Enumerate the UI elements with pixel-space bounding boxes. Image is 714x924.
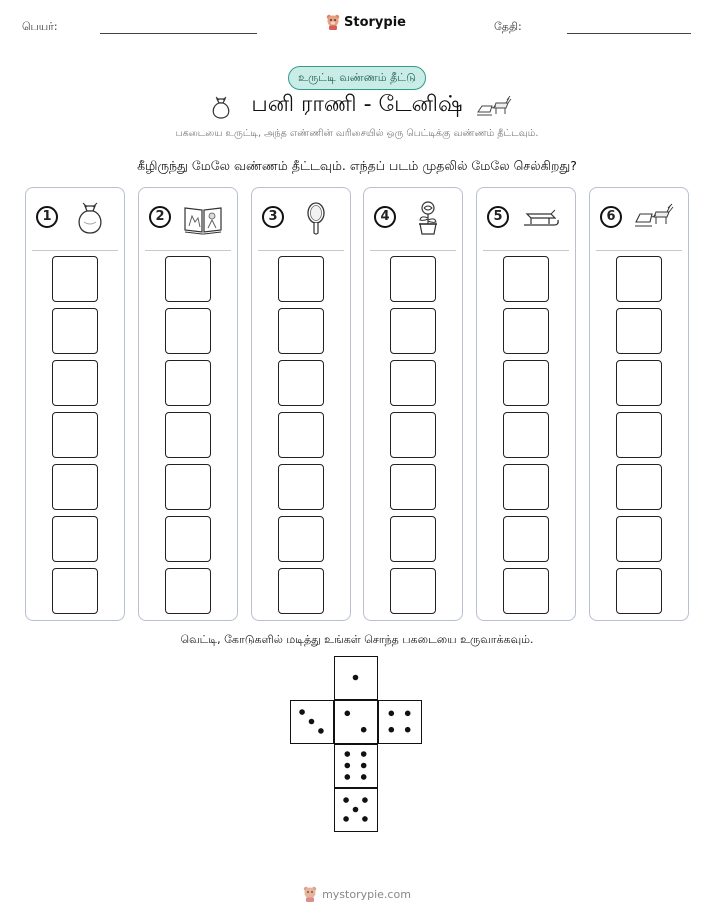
color-box[interactable] (503, 412, 549, 458)
column-6 (589, 187, 689, 621)
column-2 (138, 187, 238, 621)
die-pip (361, 774, 367, 780)
color-box[interactable] (165, 360, 211, 406)
color-box[interactable] (390, 360, 436, 406)
color-box[interactable] (165, 568, 211, 614)
bear-mascot-icon (326, 14, 340, 30)
die-face-1 (334, 656, 378, 700)
name-line[interactable] (100, 33, 257, 34)
die-pip (389, 711, 395, 717)
bear-mascot-icon (303, 886, 317, 902)
color-box[interactable] (616, 360, 662, 406)
color-box[interactable] (278, 464, 324, 510)
die-pip (353, 807, 359, 813)
die-pip (405, 711, 411, 717)
color-box[interactable] (390, 308, 436, 354)
color-box[interactable] (390, 568, 436, 614)
color-box[interactable] (278, 516, 324, 562)
column-divider (483, 250, 569, 251)
die-face-4 (378, 700, 422, 744)
name-label: பெயர்: (22, 20, 58, 33)
brand-name: Storypie (344, 14, 406, 30)
column-1 (25, 187, 125, 621)
color-box[interactable] (503, 568, 549, 614)
die-pip (361, 727, 367, 733)
color-box[interactable] (390, 464, 436, 510)
footer-url: mystorypie.com (322, 887, 411, 901)
instruction-text: பகடையை உருட்டி, அந்த எண்ணின் வரிசையில் ஒரு பெட்டிக்கு வண்ணம் தீட்டவும். (175, 128, 539, 139)
column-divider (370, 250, 456, 251)
color-box[interactable] (616, 308, 662, 354)
brand-logo (326, 14, 406, 30)
color-box[interactable] (52, 360, 98, 406)
column-5 (476, 187, 576, 621)
die-pip (345, 763, 351, 769)
die-face-pips (291, 701, 333, 743)
die-face-5 (334, 788, 378, 832)
color-box[interactable] (616, 412, 662, 458)
column-divider (32, 250, 118, 251)
die-pip (345, 774, 351, 780)
column-divider (145, 250, 231, 251)
column-3 (251, 187, 351, 621)
potted-rose-icon (408, 200, 448, 236)
color-box[interactable] (503, 308, 549, 354)
hand-mirror-icon (296, 200, 336, 236)
die-face-2 (334, 700, 378, 744)
color-box[interactable] (52, 464, 98, 510)
die-face-pips (335, 701, 377, 743)
color-box[interactable] (278, 568, 324, 614)
color-box[interactable] (165, 308, 211, 354)
cut-instruction: வெட்டி, கோடுகளில் மடித்து உங்கள் சொந்த பகடையை உருவாக்கவும். (180, 633, 534, 646)
color-box[interactable] (52, 308, 98, 354)
color-box[interactable] (278, 256, 324, 302)
color-box[interactable] (390, 516, 436, 562)
color-box[interactable] (616, 516, 662, 562)
die-pip (299, 709, 305, 715)
color-box[interactable] (616, 568, 662, 614)
die-net (290, 656, 424, 834)
die-pip (362, 816, 368, 822)
sled-icon (521, 200, 561, 236)
color-box[interactable] (165, 516, 211, 562)
color-box[interactable] (165, 256, 211, 302)
die-pip (361, 763, 367, 769)
footer (0, 886, 714, 902)
color-box[interactable] (278, 412, 324, 458)
color-box[interactable] (165, 412, 211, 458)
die-pip (318, 728, 324, 734)
color-box[interactable] (616, 464, 662, 510)
color-box[interactable] (52, 516, 98, 562)
die-pip (343, 797, 349, 803)
die-face-pips (379, 701, 421, 743)
activity-badge: உருட்டி வண்ணம் தீட்டு (288, 66, 426, 90)
reindeer-sleigh-icon (476, 94, 512, 120)
color-box[interactable] (616, 256, 662, 302)
die-pip (345, 751, 351, 757)
date-label: தேதி: (494, 20, 522, 33)
column-number: 1 (36, 206, 58, 228)
die-pip (389, 727, 395, 733)
column-number: 6 (600, 206, 622, 228)
column-number: 3 (262, 206, 284, 228)
page-title: பனி ராணி - டேனிஷ் (251, 92, 463, 117)
color-box[interactable] (390, 412, 436, 458)
color-box[interactable] (52, 256, 98, 302)
column-number: 2 (149, 206, 171, 228)
column-divider (596, 250, 682, 251)
color-box[interactable] (278, 360, 324, 406)
column-number: 4 (374, 206, 396, 228)
column-4 (363, 187, 463, 621)
color-box[interactable] (52, 412, 98, 458)
date-line[interactable] (567, 33, 691, 34)
die-face-3 (290, 700, 334, 744)
color-box[interactable] (503, 256, 549, 302)
column-number: 5 (487, 206, 509, 228)
die-face-6 (334, 744, 378, 788)
color-box[interactable] (503, 360, 549, 406)
color-box[interactable] (165, 464, 211, 510)
die-pip (405, 727, 411, 733)
color-box[interactable] (278, 308, 324, 354)
die-face-pips (335, 789, 377, 831)
question-text: கீழிருந்து மேலே வண்ணம் தீட்டவும். எந்தப் படம் முதலில் மேலே செல்கிறது? (137, 158, 577, 173)
die-pip (309, 719, 315, 725)
die-pip (361, 751, 367, 757)
color-box[interactable] (52, 568, 98, 614)
color-box[interactable] (503, 516, 549, 562)
die-pip (343, 816, 349, 822)
color-box[interactable] (390, 256, 436, 302)
open-book-icon (183, 200, 223, 236)
color-box[interactable] (503, 464, 549, 510)
sack-icon (70, 200, 110, 236)
die-face-pips (335, 657, 377, 699)
die-pip (362, 797, 368, 803)
die-face-pips (335, 745, 377, 787)
reindeer-sleigh-icon (634, 200, 674, 236)
column-divider (258, 250, 344, 251)
die-pip (353, 675, 359, 681)
die-pip (345, 711, 351, 717)
